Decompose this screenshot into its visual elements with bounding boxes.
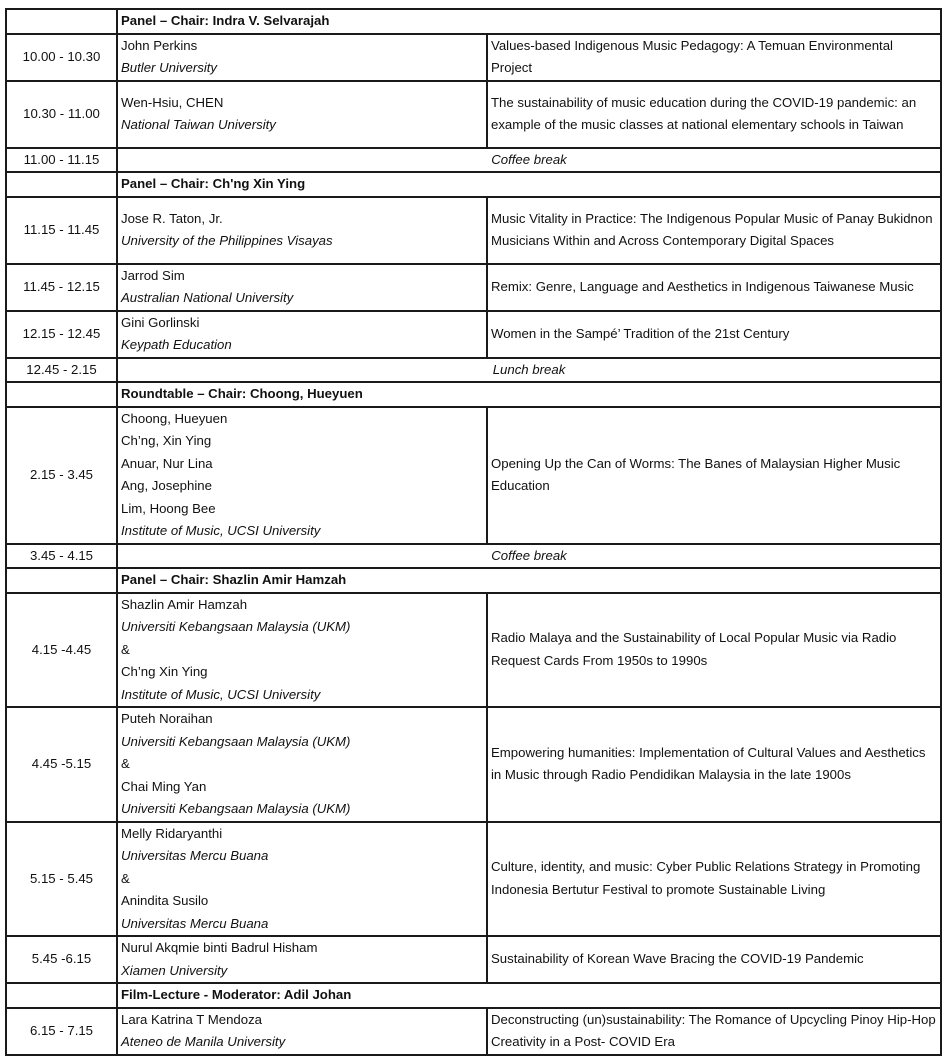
time-cell: 12.45 - 2.15: [6, 358, 117, 383]
break-row: [6, 358, 941, 383]
break-row: [6, 148, 941, 173]
talk-title: Remix: Genre, Language and Aesthetics in Indigenous Taiwanese Music: [487, 264, 941, 311]
presenter-name: Anindita Susilo: [121, 893, 209, 908]
session-header-row: [6, 9, 941, 34]
time-cell: 5.45 -6.15: [6, 936, 117, 983]
time-cell: 4.45 -5.15: [6, 707, 117, 822]
time-cell: 11.00 - 11.15: [6, 148, 117, 173]
presenters-cell: [117, 197, 487, 264]
talk-title: Music Vitality in Practice: The Indigenous Popular Music of Panay Bukidnon Musicians Within and Across Contemporary Digital Spaces: [487, 197, 941, 264]
session-header-row: [6, 983, 941, 1008]
presenter-name: Ang, Josephine: [121, 478, 212, 493]
session-header: Panel – Chair: Ch'ng Xin Ying: [117, 172, 941, 197]
presenter-name: Lara Katrina T Mendoza: [121, 1011, 262, 1027]
talk-title: Empowering humanities: Implementation of Cultural Values and Aesthetics in Music through Radio Pendidikan Malaysia in the late 1900s: [487, 707, 941, 822]
presenter-name: Anuar, Nur Lina: [121, 455, 213, 471]
presenters-cell: [117, 593, 487, 708]
time-cell: 10.00 - 10.30: [6, 34, 117, 81]
break-row: [6, 544, 941, 569]
talk-title: Sustainability of Korean Wave Bracing the COVID-19 Pandemic: [487, 936, 941, 983]
talk-row: [6, 311, 941, 358]
presenter-affiliation: Universitas Mercu Buana: [121, 915, 269, 931]
presenter-name: Wen-Hsiu, CHEN: [121, 94, 224, 110]
presenter-name: Choong, Hueyuen: [121, 410, 228, 426]
talk-title: Opening Up the Can of Worms: The Banes of Malaysian Higher Music Education: [487, 407, 941, 544]
time-cell: 4.15 -4.45: [6, 593, 117, 708]
talk-row: [6, 822, 941, 937]
talk-row: [6, 81, 941, 148]
time-cell-empty: [6, 9, 117, 34]
talk-row: [6, 1008, 941, 1055]
presenter-name: Ch’ng, Xin Ying: [121, 433, 212, 448]
talk-title: Culture, identity, and music: Cyber Public Relations Strategy in Promoting Indonesia Bertutur Festival to promote Sustainable Living: [487, 822, 941, 937]
talk-row: [6, 407, 941, 544]
presenter-affiliation: Institute of Music, UCSI University: [121, 686, 321, 702]
talk-row: [6, 707, 941, 822]
session-header: Panel – Chair: Indra V. Selvarajah: [117, 9, 941, 34]
presenters-cell: [117, 936, 487, 983]
presenter-affiliation: Universiti Kebangsaan Malaysia (UKM): [121, 801, 351, 816]
break-label: Lunch break: [117, 358, 941, 383]
presenter-name: John Perkins: [121, 37, 198, 53]
presenter-name: Jarrod Sim: [121, 267, 185, 283]
time-cell-empty: [6, 382, 117, 407]
presenters-cell: [117, 81, 487, 148]
time-cell: 2.15 - 3.45: [6, 407, 117, 544]
session-header: Panel – Chair: Shazlin Amir Hamzah: [117, 568, 941, 593]
presenter-affiliation: Universitas Mercu Buana: [121, 848, 269, 863]
session-header-row: [6, 172, 941, 197]
talk-row: [6, 936, 941, 983]
presenters-cell: [117, 34, 487, 81]
talk-title: Radio Malaya and the Sustainability of Local Popular Music via Radio Request Cards From 1950s to 1990s: [487, 593, 941, 708]
presenter-affiliation: Butler University: [121, 60, 218, 75]
talk-title: The sustainability of music education during the COVID-19 pandemic: an example of the music classes at national elementary schools in Taiwan: [487, 81, 941, 148]
presenters-cell: [117, 311, 487, 358]
presenter-name: &: [121, 756, 130, 771]
presenters-cell: [117, 822, 487, 937]
schedule-table: [5, 8, 942, 1056]
time-cell: 12.15 - 12.45: [6, 311, 117, 358]
time-cell-empty: [6, 172, 117, 197]
session-header: Roundtable – Chair: Choong, Hueyuen: [117, 382, 941, 407]
presenter-affiliation: National Taiwan University: [121, 117, 276, 132]
session-header-row: [6, 382, 941, 407]
presenter-affiliation: Xiamen University: [121, 962, 228, 978]
time-cell: 10.30 - 11.00: [6, 81, 117, 148]
presenter-affiliation: Australian National University: [121, 290, 294, 305]
break-label: Coffee break: [117, 148, 941, 173]
presenter-name: Nurul Akqmie binti Badrul Hisham: [121, 940, 318, 955]
presenters-cell: [117, 264, 487, 311]
presenter-name: Puteh Noraihan: [121, 711, 213, 726]
presenter-name: Lim, Hoong Bee: [121, 500, 216, 516]
presenters-cell: [117, 707, 487, 822]
break-label: Coffee break: [117, 544, 941, 569]
talk-title: Deconstructing (un)sustainability: The Romance of Upcycling Pinoy Hip-Hop Creativity in a Post- COVID Era: [487, 1008, 941, 1055]
time-cell: 11.15 - 11.45: [6, 197, 117, 264]
talk-row: [6, 264, 941, 311]
schedule-body: [6, 9, 941, 1055]
presenter-name: &: [121, 870, 130, 886]
talk-row: [6, 593, 941, 708]
presenter-affiliation: Institute of Music, UCSI University: [121, 523, 321, 538]
presenter-affiliation: University of the Philippines Visayas: [121, 233, 333, 248]
presenter-name: Ch’ng Xin Ying: [121, 664, 208, 679]
presenter-name: Jose R. Taton, Jr.: [121, 210, 223, 226]
presenter-affiliation: Ateneo de Manila University: [121, 1034, 286, 1049]
talk-title: Values-based Indigenous Music Pedagogy: A Temuan Environmental Project: [487, 34, 941, 81]
presenter-affiliation: Universiti Kebangsaan Malaysia (UKM): [121, 619, 351, 634]
time-cell: 6.15 - 7.15: [6, 1008, 117, 1055]
presenters-cell: [117, 1008, 487, 1055]
session-header-row: [6, 568, 941, 593]
presenter-affiliation: Keypath Education: [121, 337, 232, 352]
talk-row: [6, 197, 941, 264]
presenter-affiliation: Universiti Kebangsaan Malaysia (UKM): [121, 733, 351, 749]
presenter-name: Melly Ridaryanthi: [121, 825, 223, 841]
time-cell: 11.45 - 12.15: [6, 264, 117, 311]
presenter-name: &: [121, 641, 130, 657]
presenter-name: Shazlin Amir Hamzah: [121, 596, 248, 612]
time-cell-empty: [6, 983, 117, 1008]
presenters-cell: [117, 407, 487, 544]
time-cell-empty: [6, 568, 117, 593]
presenter-name: Gini Gorlinski: [121, 314, 200, 330]
talk-title: Women in the Sampé’ Tradition of the 21st Century: [487, 311, 941, 358]
time-cell: 5.15 - 5.45: [6, 822, 117, 937]
talk-row: [6, 34, 941, 81]
presenter-name: Chai Ming Yan: [121, 778, 207, 794]
session-header: Film-Lecture - Moderator: Adil Johan: [117, 983, 941, 1008]
time-cell: 3.45 - 4.15: [6, 544, 117, 569]
